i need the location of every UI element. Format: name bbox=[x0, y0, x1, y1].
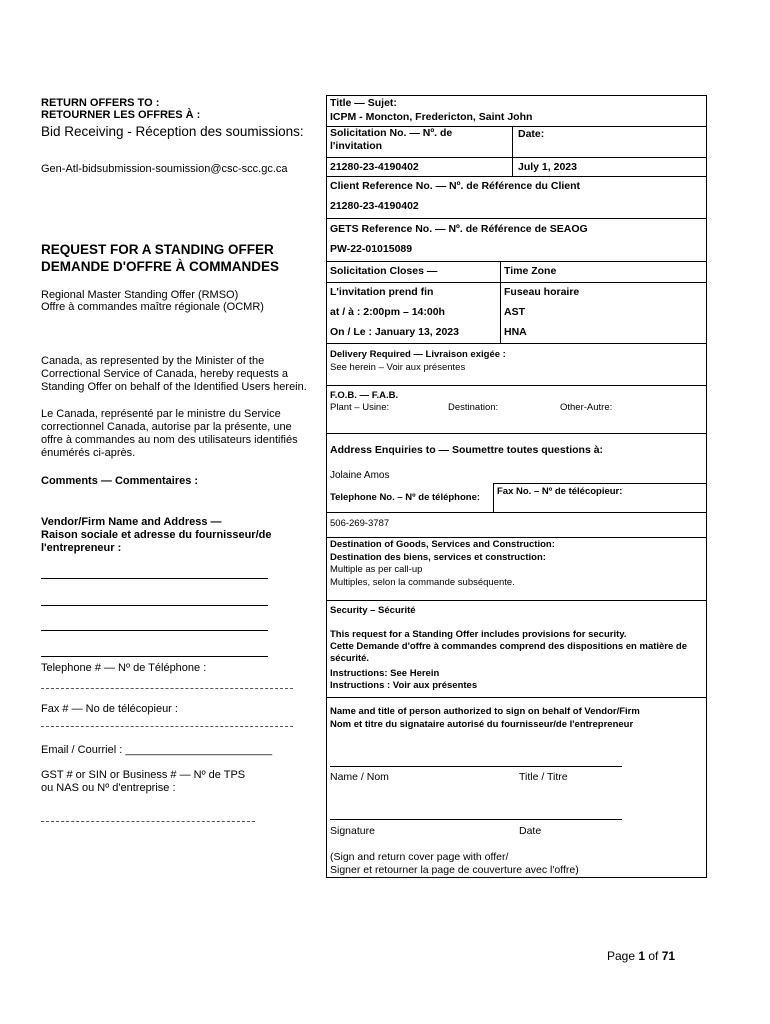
title-value: ICPM - Moncton, Fredericton, Saint John bbox=[330, 111, 533, 123]
client-ref-value: 21280-23-4190402 bbox=[330, 200, 419, 212]
gets-ref-label: GETS Reference No. — Nº. de Référence de SEAOG bbox=[330, 223, 588, 235]
signature-date-label: Date bbox=[519, 825, 542, 837]
signer-label-fr: Nom et titre du signataire autorisé du fournisseur/de l'entrepreneur bbox=[330, 719, 634, 730]
contact-fax-label: Fax No. – Nº de télécopieur: bbox=[497, 486, 623, 497]
delivery-label: Delivery Required — Livraison exigée : bbox=[330, 349, 506, 360]
delivery-value: See herein – Voir aux présentes bbox=[330, 362, 466, 373]
document-title-en: REQUEST FOR A STANDING OFFER bbox=[41, 242, 274, 257]
timezone-fr: Fuseau horaire bbox=[504, 286, 580, 298]
instructions-fr: Instructions : Voir aux présentes bbox=[330, 680, 478, 691]
bid-email-address: Gen-Atl-bidsubmission-soumission@csc-scc.gc.ca bbox=[41, 163, 288, 175]
timezone-fr-value: HNA bbox=[504, 326, 527, 338]
vendor-line-2[interactable] bbox=[41, 605, 268, 606]
telephone-line[interactable] bbox=[41, 688, 293, 689]
destination-value-en: Multiple as per call-up bbox=[330, 564, 423, 575]
client-ref-label: Client Reference No. — Nº. de Référence du Client bbox=[330, 180, 581, 192]
return-offers-fr: RETOURNER LES OFFRES À : bbox=[41, 109, 201, 121]
fob-label: F.O.B. — F.A.B. bbox=[330, 390, 399, 401]
instructions-en: Instructions: See Herein bbox=[330, 668, 440, 679]
gst-label: GST # or SIN or Business # — Nº de TPS ou NAS ou Nº d'entreprise : bbox=[41, 769, 246, 794]
signature-label: Signature bbox=[330, 825, 375, 837]
document-title-fr: DEMANDE D'OFFRE À COMMANDES bbox=[41, 259, 279, 274]
vendor-label: Vendor/Firm Name and Address — Raison sociale et adresse du fournisseur/de l'entrepreneur : bbox=[41, 516, 272, 554]
rmso-en: Regional Master Standing Offer (RMSO) bbox=[41, 289, 239, 301]
contact-telephone-value: 506-269-3787 bbox=[330, 518, 390, 529]
telephone-label: Telephone # — Nº de Téléphone : bbox=[41, 662, 207, 674]
name-label: Name / Nom bbox=[330, 771, 389, 783]
destination-label-en: Destination of Goods, Services and Construction: bbox=[330, 539, 555, 550]
vendor-line-1[interactable] bbox=[41, 578, 268, 579]
signer-label-en: Name and title of person authorized to sign on behalf of Vendor/Firm bbox=[330, 706, 640, 717]
contact-name: Jolaine Amos bbox=[330, 470, 390, 481]
title-label-signer: Title / Titre bbox=[519, 771, 568, 783]
comments-label: Comments — Commentaires : bbox=[41, 475, 199, 487]
enquiries-label: Address Enquiries to — Soumettre toutes questions à: bbox=[330, 444, 604, 456]
date-label: Date: bbox=[518, 128, 545, 140]
security-statement-fr: Cette Demande d'offre à commandes comprend des dispositions en matière de sécurité. bbox=[330, 641, 688, 664]
name-title-line[interactable] bbox=[330, 766, 622, 767]
page-number: Page 1 of 71 bbox=[607, 949, 676, 963]
fob-plant: Plant – Usine: bbox=[330, 402, 390, 413]
closes-time: at / à : 2:00pm – 14:00h bbox=[330, 306, 445, 318]
contact-telephone-label: Telephone No. – Nº de téléphone: bbox=[330, 492, 481, 503]
solicitation-no-label: Solicitation No. — Nº. de l'invitation bbox=[330, 127, 453, 152]
date-value: July 1, 2023 bbox=[518, 161, 577, 173]
vendor-line-4[interactable] bbox=[41, 656, 268, 657]
timezone-en-value: AST bbox=[504, 306, 525, 318]
rmso-fr: Offre à commandes maître régionale (OCMR) bbox=[41, 301, 264, 313]
bid-receiving: Bid Receiving - Réception des soumissions: bbox=[41, 124, 304, 139]
fob-destination: Destination: bbox=[448, 402, 499, 413]
gst-line[interactable] bbox=[41, 821, 255, 822]
fax-label: Fax # — No de télécopieur : bbox=[41, 703, 178, 715]
return-offers-en: RETURN OFFERS TO : bbox=[41, 97, 160, 109]
security-label: Security – Sécurité bbox=[330, 605, 416, 616]
closes-label: Solicitation Closes — bbox=[330, 265, 438, 277]
title-label: Title — Sujet: bbox=[330, 97, 397, 109]
destination-label-fr: Destination des biens, services et construction: bbox=[330, 552, 546, 563]
timezone-label: Time Zone bbox=[504, 265, 557, 277]
closes-fr: L'invitation prend fin bbox=[330, 286, 434, 298]
canada-statement-fr: Le Canada, représenté par le ministre du Service correctionnel Canada, autorise par la présente, une offre à commandes au nom des utilisateurs identifiés énumérés ci-après. bbox=[41, 408, 298, 459]
gets-ref-value: PW-22-01015089 bbox=[330, 243, 413, 255]
security-statement-en: This request for a Standing Offer includes provisions for security. bbox=[330, 629, 627, 640]
fax-line[interactable] bbox=[41, 726, 293, 727]
signature-line[interactable] bbox=[330, 819, 622, 820]
canada-statement-en: Canada, as represented by the Minister of the Correctional Service of Canada, hereby requests a Standing Offer on behalf of the Identified Users herein. bbox=[41, 355, 307, 393]
sign-return-note: (Sign and return cover page with offer/ Signer et retourner la page de couverture avec l'offre) bbox=[330, 851, 579, 876]
destination-value-fr: Multiples, selon la commande subséquente. bbox=[330, 577, 515, 588]
fob-other: Other-Autre: bbox=[560, 402, 613, 413]
closes-date: On / Le : January 13, 2023 bbox=[330, 326, 459, 338]
vendor-line-3[interactable] bbox=[41, 630, 268, 631]
solicitation-no-value: 21280-23-4190402 bbox=[330, 161, 419, 173]
email-label[interactable]: Email / Courriel : ________________________ bbox=[41, 744, 273, 756]
